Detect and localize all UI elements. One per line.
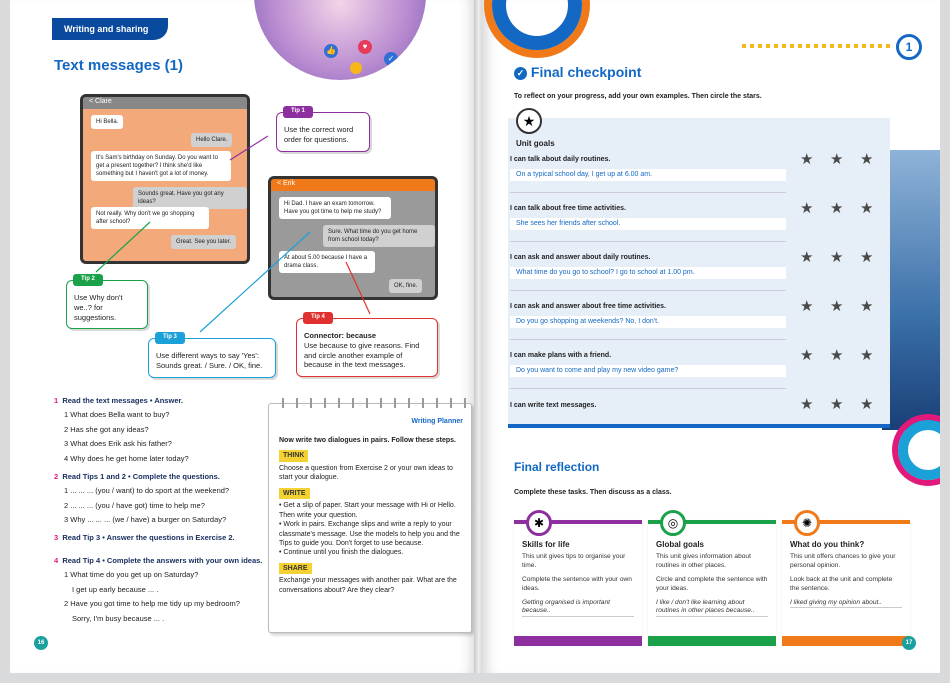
goal-blank-line[interactable] xyxy=(510,230,786,242)
card-text: Look back at the unit and complete the sentence. xyxy=(790,575,893,592)
exercise-item: Sorry, I'm busy because ... . xyxy=(72,613,165,623)
write-label: WRITE xyxy=(279,488,310,499)
section-tag: Writing and sharing xyxy=(52,18,168,40)
exercise-title: Read the text messages • Answer. xyxy=(62,396,184,405)
card-prompt: I like / don't like learning about routines in other places because.. xyxy=(656,599,768,618)
tip-3 xyxy=(148,334,276,378)
exercise-4: 4 Read Tip 4 • Complete the answers with your own ideas. 1 What time do you get up on Saturday? I get up early because ... . 2 Have you got time to help me tidy up my bedroom? Sorry, I'm busy because ... . xyxy=(54,556,263,623)
decorative-circle xyxy=(492,0,582,50)
message-bubble: Sounds great. Have you got any ideas? xyxy=(133,187,247,209)
rating-star-icon[interactable]: ★ xyxy=(800,200,814,217)
tip-label: Tip 1 xyxy=(283,106,313,118)
rating-star-icon[interactable]: ★ xyxy=(860,200,874,217)
decorative-dots xyxy=(742,44,892,48)
message-bubble: Great. See you later. xyxy=(171,235,236,249)
message-bubble: Sure. What time do you get home from school today? xyxy=(323,225,435,247)
unit-badge: 1 xyxy=(896,34,922,60)
star-badge-icon: ★ xyxy=(516,108,542,134)
card-title: Skills for life xyxy=(522,540,570,549)
exercise-item: 3 What does Erik ask his father? xyxy=(64,439,172,449)
tip-label: Tip 2 xyxy=(73,274,103,286)
notebook-rings xyxy=(275,398,467,408)
goal-blank-line[interactable] xyxy=(510,279,786,291)
card-text: This unit gives tips to organise your time. xyxy=(522,553,626,569)
card-title: Global goals xyxy=(656,540,705,549)
heart-icon: ♥ xyxy=(358,40,372,54)
rating-star-icon[interactable]: ★ xyxy=(800,396,814,413)
card-what-do-you-think xyxy=(782,516,910,636)
write-item: Work in pairs. Exchange slips and write a reply to your classmate's message. Use the models to help you and the Tips to guide you. Don't forget to use because. xyxy=(279,521,460,547)
tip-text: Use Why don't we..? for suggestions. xyxy=(74,293,123,322)
decorative-tech-band xyxy=(882,150,940,430)
card-text: Circle and complete the sentence with your ideas. xyxy=(656,575,768,592)
exercise-1: 1 Read the text messages • Answer. 1 What does Bella want to buy? 2 Has she got any ideas? 3 What does Erik ask his father? 4 Why does he get home later today? xyxy=(54,396,264,463)
write-item: Continue until you finish the dialogues. xyxy=(283,549,404,557)
card-title: What do you think? xyxy=(790,540,865,549)
exercise-item: 3 Why ... ... ... (we / have) a burger on Saturday? xyxy=(64,515,227,525)
tip-label: Tip 4 xyxy=(303,312,333,324)
check-circle-icon: ✓ xyxy=(514,67,527,80)
goal-label: I can write text messages. xyxy=(510,402,597,409)
rating-star-icon[interactable]: ★ xyxy=(830,151,844,168)
lightbulb-icon: ✺ xyxy=(794,510,820,536)
exercise-item: I get up early because ... . xyxy=(72,584,159,594)
goal-example-input[interactable]: She sees her friends after school. xyxy=(510,218,786,230)
tip-title: Connector: because xyxy=(304,331,377,340)
rating-star-icon[interactable]: ★ xyxy=(830,249,844,266)
share-label: SHARE xyxy=(279,563,312,574)
exercise-2: 2 Read Tips 1 and 2 • Complete the questions. 1 ... ... ... (you / want) to do sport at the weekend? 2 ... ... ... (you / have got) time to help me? 3 Why ... ... ... (we / have) a burger on Saturday? xyxy=(54,472,264,525)
tip-text: Use because to give reasons. Find and circle another example of because in the text messages. xyxy=(304,340,420,370)
rating-star-icon[interactable]: ★ xyxy=(860,396,874,413)
back-arrow-icon: < xyxy=(89,98,94,105)
goal-label: I can ask and answer about free time activities. xyxy=(510,303,667,310)
exercise-title: Read Tips 1 and 2 • Complete the questions. xyxy=(62,472,220,481)
message-bubble: Not really. Why don't we go shopping after school? xyxy=(91,207,209,229)
rating-star-icon[interactable]: ★ xyxy=(800,298,814,315)
share-text: Exchange your messages with another pair. What are the conversations about? Are they clear? xyxy=(279,577,457,594)
rating-star-icon[interactable]: ★ xyxy=(800,249,814,266)
goal-label: I can talk about free time activities. xyxy=(510,205,626,212)
target-icon: ◎ xyxy=(660,510,686,536)
goal-blank-line[interactable] xyxy=(510,377,786,389)
exercise-item: 1 ... ... ... (you / want) to do sport at the weekend? xyxy=(64,486,230,496)
planner-heading: Writing Planner xyxy=(411,418,463,425)
rating-star-icon[interactable]: ★ xyxy=(860,298,874,315)
checkpoint-intro: To reflect on your progress, add your own examples. Then circle the stars. xyxy=(514,93,762,100)
tip-2 xyxy=(66,276,148,329)
goal-label: I can ask and answer about daily routines. xyxy=(510,254,651,261)
goal-example-input[interactable]: What time do you go to school? I go to school at 1.00 pm. xyxy=(510,267,786,279)
exercise-title: Read Tip 3 • Answer the questions in Exercise 2. xyxy=(62,533,235,542)
message-bubble: At about 5.00 because I have a drama class. xyxy=(279,251,375,273)
like-icon: 👍 xyxy=(324,44,338,58)
puzzle-icon: ✱ xyxy=(526,510,552,536)
writing-planner: Writing Planner Now write two dialogues in pairs. Follow these steps. THINK Choose a question from Exercise 2 or your own ideas to start your dialogue. WRITE • Get a slip of paper. Start your message with Hi or Hello. Then write your question. • Work in pairs. Exchange slips and write a reply to your classmate's message. Use the models to help you and the Tips to guide you. Don't forget to use because. • Continue until you finish the dialogues. SHARE Exchange your messages with another pair. What are the conversations about? Are they clear? xyxy=(268,403,472,633)
rating-star-icon[interactable]: ★ xyxy=(800,151,814,168)
card-text: This unit gives information about routines in other places. xyxy=(656,553,751,569)
exercise-item: 1 What time do you get up on Saturday? xyxy=(64,570,199,580)
message-bubble: It's Sam's birthday on Sunday. Do you want to get a present together? I think she'd like something but I haven't got a lot of money. xyxy=(91,151,231,181)
goal-label: I can make plans with a friend. xyxy=(510,352,612,359)
exercise-item: 2 ... ... ... (you / have got) time to help me? xyxy=(64,500,205,510)
rating-star-icon[interactable]: ★ xyxy=(830,347,844,364)
rating-star-icon[interactable]: ★ xyxy=(830,298,844,315)
contact-name: Clare xyxy=(95,98,112,105)
tip-label: Tip 3 xyxy=(155,332,185,344)
page-number: 17 xyxy=(902,636,916,650)
tip-text: Use different ways to say 'Yes': Sounds great. / Sure. / OK, fine. xyxy=(156,351,263,370)
card-global-goals xyxy=(648,516,776,636)
card-prompt: I liked giving my opinion about.. xyxy=(790,599,902,609)
goal-example-input[interactable]: Do you want to come and play my new video game? xyxy=(510,365,786,377)
rating-star-icon[interactable]: ★ xyxy=(830,200,844,217)
goal-example-input[interactable]: Do you go shopping at weekends? No, I don't. xyxy=(510,316,786,328)
card-text: Complete the sentence with your own ideas. xyxy=(522,575,632,592)
exercise-item: 1 What does Bella want to buy? xyxy=(64,410,170,420)
tip-1 xyxy=(276,108,370,152)
write-item: Get a slip of paper. Start your message with Hi or Hello. Then write your question. xyxy=(279,502,456,519)
rating-star-icon[interactable]: ★ xyxy=(800,347,814,364)
tip-text: Use the correct word order for questions. xyxy=(284,125,354,144)
card-prompt: Getting organised is important because.. xyxy=(522,599,634,618)
message-bubble: Hi Dad. I have an exam tomorrow. Have you got time to help me study? xyxy=(279,197,391,219)
tip-4 xyxy=(296,314,438,377)
exercise-item: 4 Why does he get home later today? xyxy=(64,453,189,463)
rating-star-icon[interactable]: ★ xyxy=(860,151,874,168)
back-arrow-icon: < xyxy=(277,180,282,187)
message-bubble: Hello Clare. xyxy=(191,133,232,147)
exercise-title: Read Tip 4 • Complete the answers with your own ideas. xyxy=(62,556,263,565)
exercise-item: 2 Have you got time to help me tidy up my bedroom? xyxy=(64,599,240,609)
rating-star-icon[interactable]: ★ xyxy=(860,249,874,266)
rating-star-icon[interactable]: ★ xyxy=(830,396,844,413)
card-skills-for-life xyxy=(514,516,642,636)
page-number: 16 xyxy=(34,636,48,650)
card-text: This unit offers chances to give your personal opinion. xyxy=(790,553,896,569)
goal-blank-line[interactable] xyxy=(510,328,786,340)
goal-blank-line[interactable] xyxy=(510,181,786,193)
unit-goals-label: Unit goals xyxy=(516,139,555,148)
page-title: Text messages (1) xyxy=(54,57,183,74)
reflection-intro: Complete these tasks. Then discuss as a class. xyxy=(514,489,672,496)
share-icon: ✓ xyxy=(384,52,398,66)
reflection-title: Final reflection xyxy=(514,460,600,474)
contact-name: Erik xyxy=(283,180,296,187)
think-label: THINK xyxy=(279,450,308,461)
checkpoint-title: ✓ Final checkpoint xyxy=(514,64,641,80)
goal-label: I can talk about daily routines. xyxy=(510,156,611,163)
rating-star-icon[interactable]: ★ xyxy=(860,347,874,364)
think-text: Choose a question from Exercise 2 or your own ideas to start your dialogue. xyxy=(279,464,453,482)
exercise-3: 3 Read Tip 3 • Answer the questions in Exercise 2. xyxy=(54,533,235,542)
exercise-item: 2 Has she got any ideas? xyxy=(64,424,149,434)
goal-example-input[interactable]: On a typical school day, I get up at 6.00 am. xyxy=(510,169,786,181)
message-bubble: Hi Bella. xyxy=(91,115,123,129)
left-page xyxy=(10,0,476,673)
planner-intro: Now write two dialogues in pairs. Follow these steps. xyxy=(279,437,456,444)
message-bubble: OK, fine. xyxy=(389,279,422,293)
